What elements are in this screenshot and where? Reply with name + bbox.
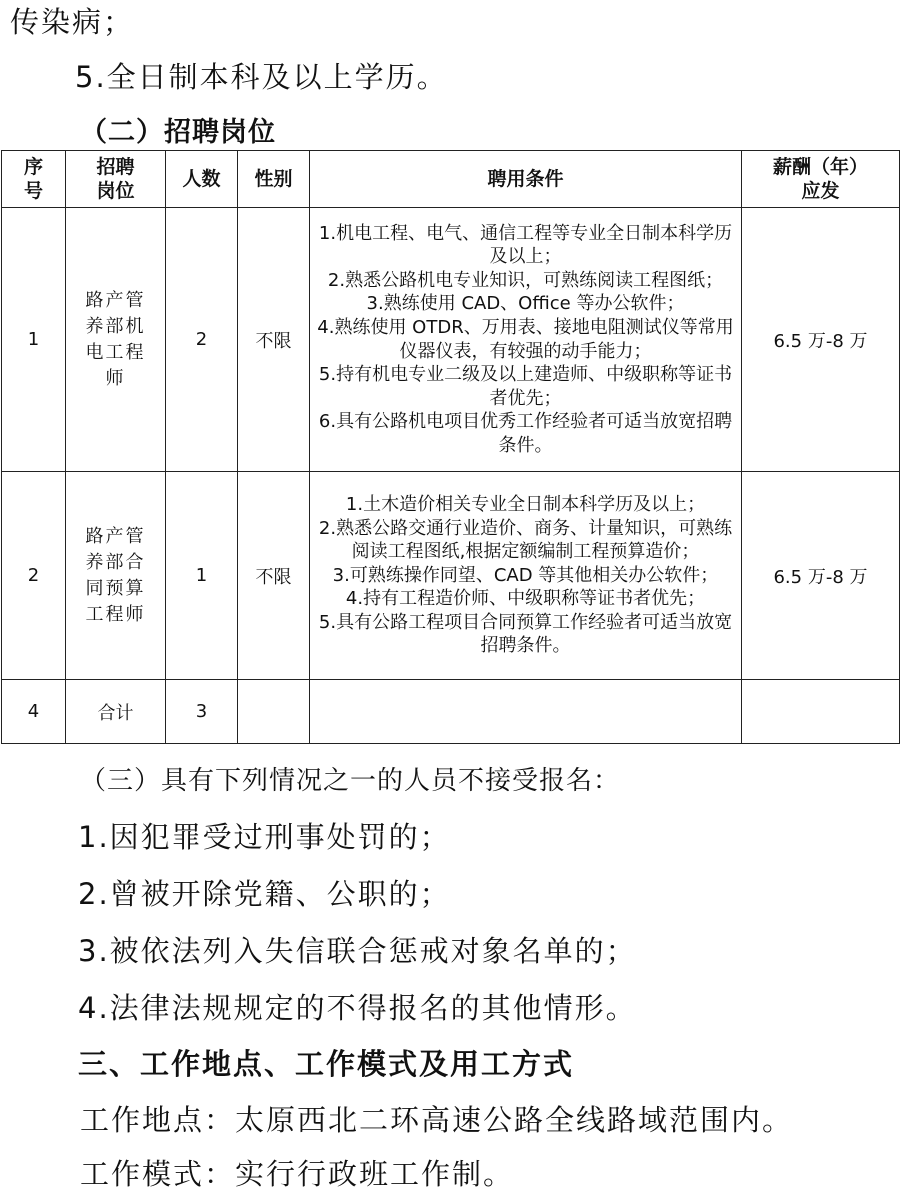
row-salary: 6.5 万-8 万 xyxy=(742,472,900,680)
disqualification-item: 3.被依法列入失信联合惩戒对象名单的； xyxy=(78,934,637,968)
row-gender: 不限 xyxy=(238,472,310,680)
condition-item: 3.熟练使用 CAD、Office 等办公软件； xyxy=(366,293,685,315)
section-three-title: 三、工作地点、工作模式及用工方式 xyxy=(78,1047,575,1081)
header-conditions: 聘用条件 xyxy=(310,151,742,208)
total-count: 3 xyxy=(166,680,238,744)
condition-item: 5.持有机电专业二级及以上建造师、中级职称等证书者优先； xyxy=(318,364,733,409)
condition-item: 2.熟悉公路交通行业造价、商务、计量知识，可熟练阅读工程图纸,根据定额编制工程预算造价； xyxy=(318,517,733,563)
section-2-title: （二）招聘岗位 xyxy=(80,117,276,148)
header-no: 序 号 xyxy=(2,151,66,208)
condition-item: 4.持有工程造价师、中级职称等证书者优先； xyxy=(345,588,706,610)
condition-item: 5.具有公路工程项目合同预算工作经验者可适当放宽招聘条件。 xyxy=(318,611,733,657)
header-gender: 性别 xyxy=(238,151,310,208)
table-total-row xyxy=(2,680,900,744)
disqualification-item: 2.曾被开除党籍、公职的； xyxy=(78,877,451,911)
total-salary xyxy=(742,680,900,744)
total-label: 合计 xyxy=(66,680,166,744)
header-post: 招聘 岗位 xyxy=(66,151,166,208)
row-count: 1 xyxy=(166,472,238,680)
total-conditions xyxy=(310,680,742,744)
condition-item: 4.熟练使用 OTDR、万用表、接地电阻测试仪等常用仪器仪表，有较强的动手能力； xyxy=(317,316,734,362)
condition-item: 2.熟悉公路机电专业知识，可熟练阅读工程图纸； xyxy=(327,269,724,291)
recruitment-table xyxy=(1,150,900,744)
row-post: 路产管 养部机 电工程 师 xyxy=(66,208,166,472)
disqualification-item: 4.法律法规规定的不得报名的其他情形。 xyxy=(78,991,637,1025)
condition-item: 3.可熟练操作同望、CAD 等其他相关办公软件； xyxy=(332,564,719,586)
intro-line-1: 传染病； xyxy=(10,5,135,39)
disqualification-item: 1.因犯罪受过刑事处罚的； xyxy=(78,820,451,854)
total-no: 4 xyxy=(2,680,66,744)
condition-item: 6.具有公路机电项目优秀工作经验者可适当放宽招聘条件。 xyxy=(318,411,733,456)
condition-item: 1.土木造价相关专业全日制本科学历及以上； xyxy=(345,493,706,515)
row-salary: 6.5 万-8 万 xyxy=(742,208,900,472)
table-row xyxy=(2,472,900,680)
table-header-row xyxy=(2,151,900,208)
intro-line-2: 5.全日制本科及以上学历。 xyxy=(75,60,448,94)
table-row xyxy=(2,208,900,472)
condition-item: 1.机电工程、电气、通信工程等专业全日制本科学历及以上； xyxy=(318,222,733,268)
work-location: 工作地点：太原西北二环高速公路全线路域范围内。 xyxy=(80,1103,794,1137)
row-no: 1 xyxy=(2,208,66,472)
row-gender: 不限 xyxy=(238,208,310,472)
total-gender xyxy=(238,680,310,744)
header-count: 人数 xyxy=(166,151,238,208)
row-count: 2 xyxy=(166,208,238,472)
section-3-title: （三）具有下列情况之一的人员不接受报名： xyxy=(80,766,621,796)
row-conditions xyxy=(310,472,742,680)
row-conditions xyxy=(310,208,742,472)
header-salary: 薪酬（年） 应发 xyxy=(742,151,900,208)
row-no: 2 xyxy=(2,472,66,680)
work-mode: 工作模式：实行行政班工作制。 xyxy=(80,1157,515,1191)
row-post: 路产管 养部合 同预算 工程师 xyxy=(66,472,166,680)
